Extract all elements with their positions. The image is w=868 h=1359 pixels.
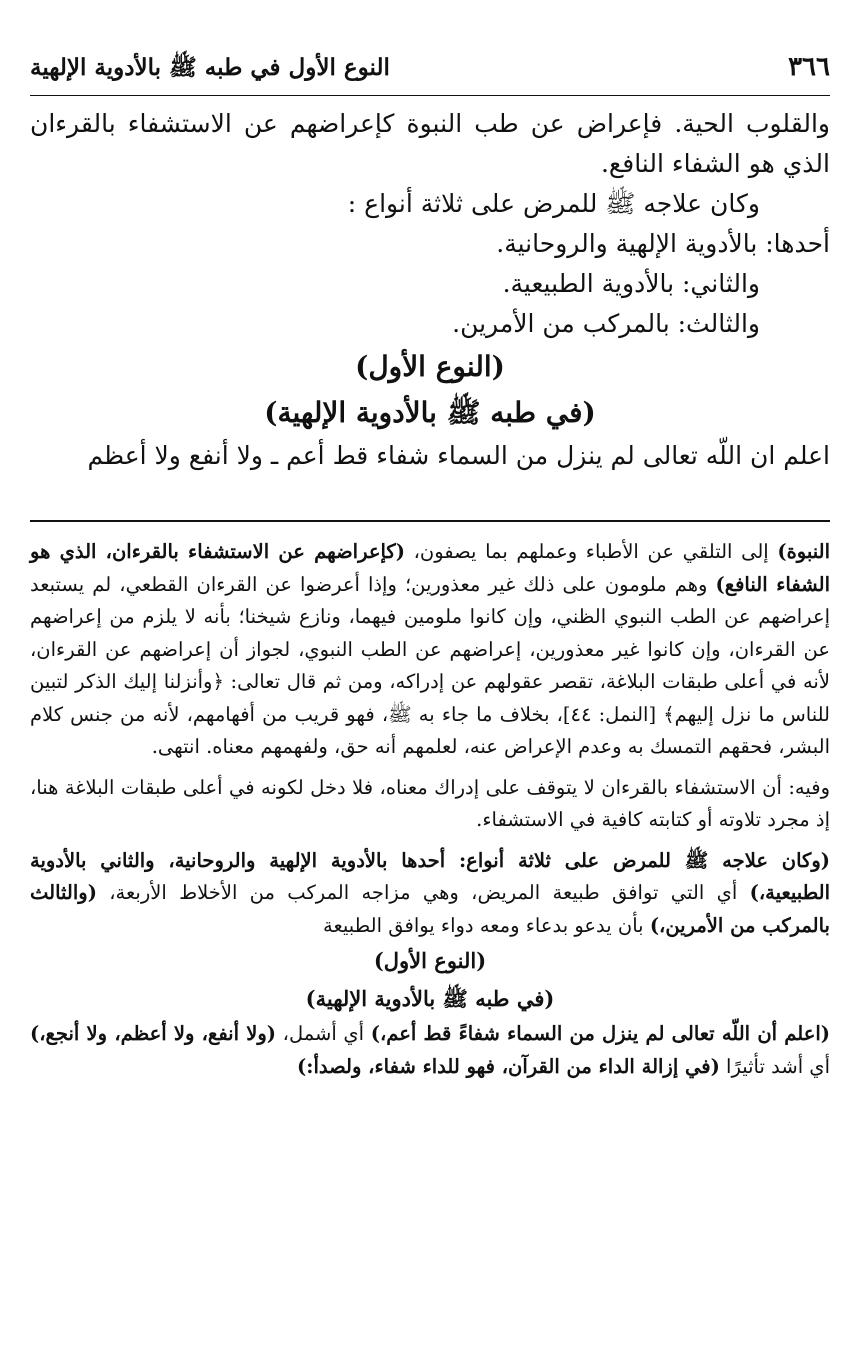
main-paragraph: اعلم ان اللّه تعالى لم ينزل من السماء شفاء قط أعم ـ ولا أنفع ولا أعظم (87, 441, 830, 470)
commentary-heading: (النوع الأول) (373, 948, 487, 973)
list-item: والثالث: بالمركب من الأمرين. (452, 309, 760, 338)
page-header (30, 52, 830, 96)
commentary-text: أي التي توافق طبيعة المريض، وهي مزاجه المركب من الأخلاط الأربعة، (96, 881, 750, 904)
page-number: ٣٦٦ (788, 52, 830, 82)
bold-quote: (وكان علاجه ﷺ للمرض على ثلاثة أنواع: أحدها بالأدوية الإلهية والروحانية، والثاني بالأدوية الطبيعية،) (30, 848, 830, 904)
commentary-text: أي أشمل، (276, 1022, 371, 1045)
section-heading: (النوع الأول) (355, 350, 505, 383)
commentary-text: أي أشد تأثيرًا (719, 1054, 830, 1078)
running-title: النوع الأول في طبه ﷺ بالأدوية الإلهية (30, 54, 390, 81)
commentary-subheading: (في طبه ﷺ بالأدوية الإلهية) (305, 986, 555, 1011)
commentary-paragraph (30, 845, 830, 943)
commentary-paragraph (30, 536, 830, 764)
bold-quote: (اعلم أن اللّه تعالى لم ينزل من السماء شفاءً قط أعم،) (370, 1022, 830, 1045)
commentary-text: وهم ملومون على ذلك غير معذورين؛ وإذا أعرضوا عن القرءان القطعي، لم يستبعد إعراضهم عن الطب النبوي الظني، وإن كانوا ملومين فيهما، ونازع شيخنا؛ بأنه لا يلزم من إعراضهم عن القرءان، وإن كانوا غير معذورين، إعراضهم عن الطب النبوي، لجواز أن إعراضهم عن القرءان، لأنه في أعلى طبقات البلاغة، تقصر عقولهم عن إدراكه، ومن ثم قال تعالى: ﴿وأنزلنا إليك الذكر لتبين للناس ما نزل إليهم﴾ [النمل: ٤٤]، بخلاف ما جاء به ﷺ، فهو قريب من أفهامهم، لأنه من جنس كلام البشر، فحقهم التمسك به وعدم الإعراض عنه، لعلمهم أنه حق، ولفهمهم معناه. انتهى. (30, 572, 830, 758)
commentary-paragraph (30, 1018, 830, 1083)
commentary-text: إلى التلقي عن الأطباء وعملهم بما يصفون، (404, 540, 778, 563)
footnote-divider (30, 520, 830, 522)
commentary-paragraph: وفيه: أن الاستشفاء بالقرءان لا يتوقف على إدراك معناه، فلا دخل لكونه في أعلى طبقات البلاغة هنا، إذ مجرد تلاوته أو كتابته كافية في الاستشفاء. (30, 775, 830, 831)
list-item: أحدها: بالأدوية الإلهية والروحانية. (496, 229, 830, 258)
bold-quote: (في إزالة الداء من القرآن، فهو للداء شفاء، ولصدأ:) (297, 1054, 720, 1078)
bold-quote: (كإعراضهم عن الاستشفاء بالقرءان، الذي هو الشفاء النافع) (30, 540, 830, 596)
main-paragraph: وكان علاجه ﷺ للمرض على ثلاثة أنواع : (347, 189, 760, 218)
bold-quote: النبوة) (777, 540, 830, 563)
bold-quote: (ولا أنفع، ولا أعظم، ولا أنجع،) (30, 1022, 277, 1045)
list-item: والثاني: بالأدوية الطبيعية. (502, 269, 760, 298)
main-text (30, 104, 830, 476)
book-page (30, 52, 830, 1083)
main-paragraph: والقلوب الحية. فإعراض عن طب النبوة كإعراضهم عن الاستشفاء بالقرءان الذي هو الشفاء النافع. (30, 109, 830, 178)
section-subheading: (في طبه ﷺ بالأدوية الإلهية) (264, 396, 596, 429)
bold-quote: (والثالث بالمركب من الأمرين،) (30, 881, 830, 937)
commentary (30, 536, 830, 1083)
commentary-text: بأن يدعو بدعاء ومعه دواء يوافق الطبيعة (323, 913, 650, 937)
